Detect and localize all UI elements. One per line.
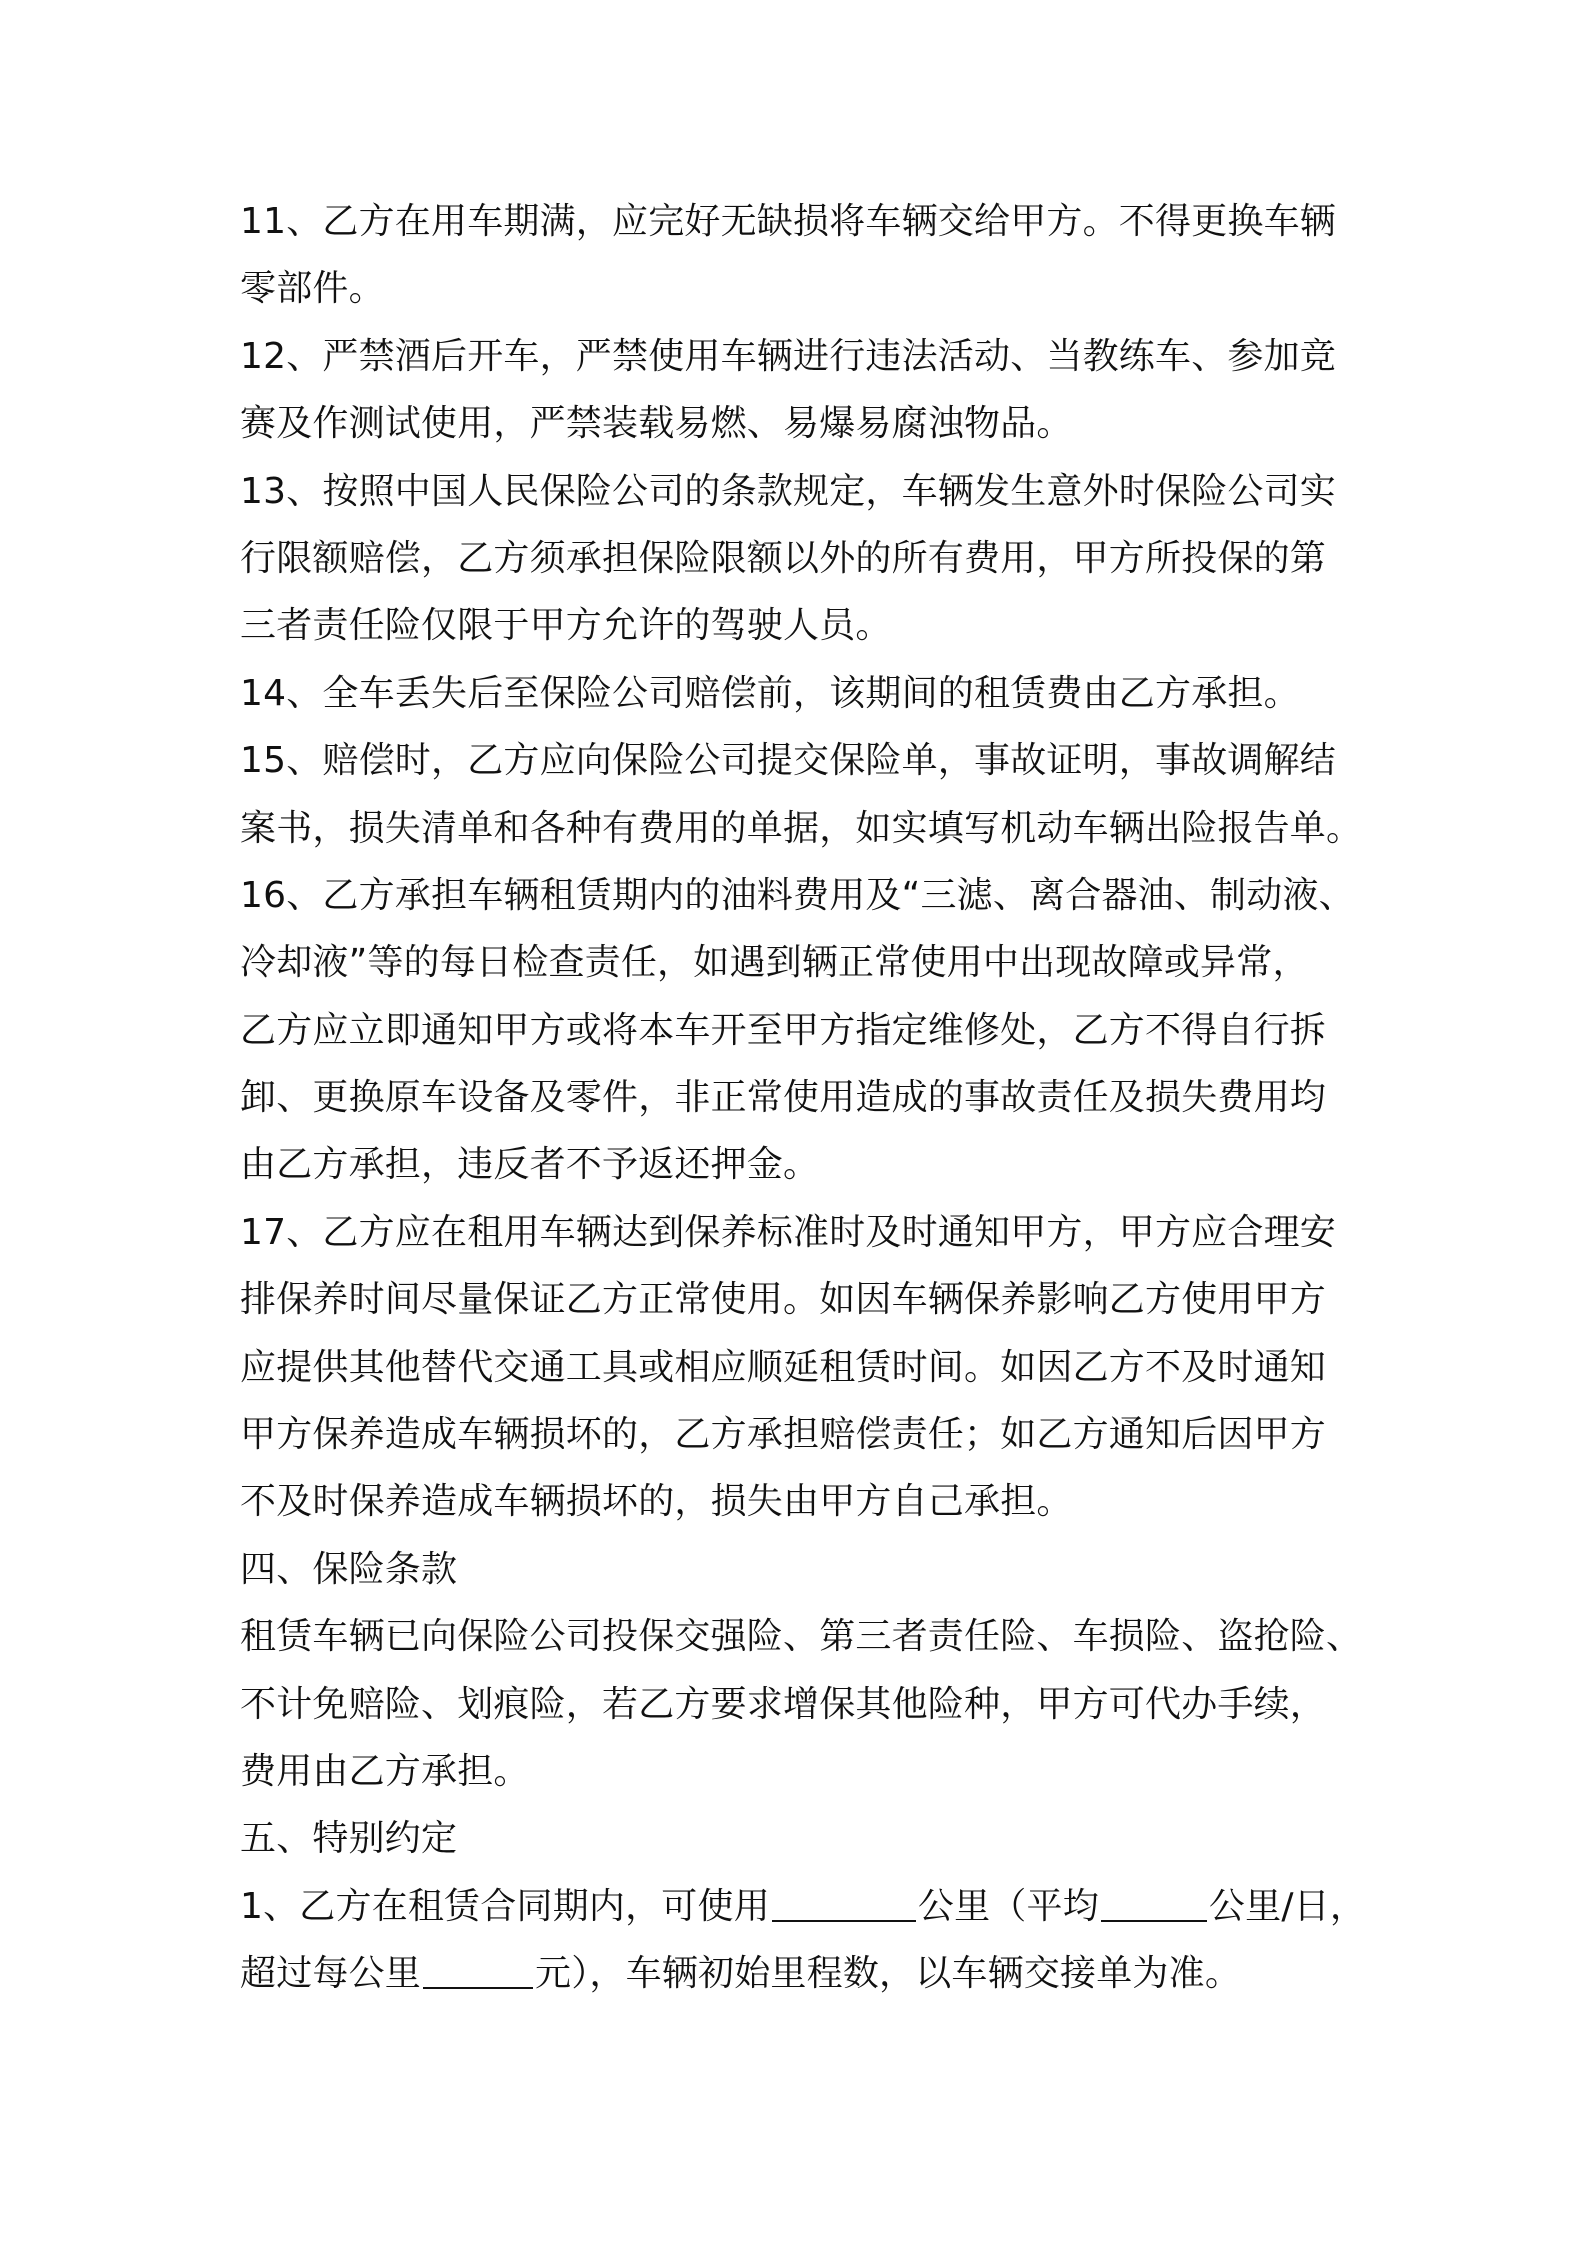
text-line: 12、严禁酒后开车，严禁使用车辆进行违法活动、当教练车、参加竞 xyxy=(240,335,1337,377)
text-line: 应提供其他替代交通工具或相应顺延租赁时间。如因乙方不及时通知 xyxy=(240,1346,1327,1388)
clause-1-text: 元），车辆初始里程数，以车辆交接单为准。 xyxy=(535,1953,1242,1995)
text-line: 14、全车丢失后至保险公司赔偿前，该期间的租赁费由乙方承担。 xyxy=(240,672,1300,714)
text-line: 费用由乙方承担。 xyxy=(240,1750,530,1792)
text-line: 16、乙方承担车辆租赁期内的油料费用及“三滤、离合器油、制动液、 xyxy=(240,874,1355,916)
section-heading-special-terms: 五、特别约定 xyxy=(240,1818,458,1860)
text-line: 13、按照中国人民保险公司的条款规定，车辆发生意外时保险公司实 xyxy=(240,470,1337,512)
text-line: 行限额赔偿，乙方须承担保险限额以外的所有费用，甲方所投保的第 xyxy=(240,537,1327,579)
overage-price-blank[interactable] xyxy=(423,1947,533,1989)
total-km-blank[interactable] xyxy=(772,1880,916,1922)
text-line: 不及时保养造成车辆损坏的，损失由甲方自己承担。 xyxy=(240,1481,1073,1523)
daily-km-blank[interactable] xyxy=(1101,1880,1207,1922)
section-heading-insurance: 四、保险条款 xyxy=(240,1548,458,1590)
clause-1-line-1 xyxy=(240,1873,1380,1940)
document-body xyxy=(240,188,1380,2008)
text-line: 乙方应立即通知甲方或将本车开至甲方指定维修处，乙方不得自行拆 xyxy=(240,1009,1327,1051)
text-line: 11、乙方在用车期满，应完好无缺损将车辆交给甲方。不得更换车辆 xyxy=(240,201,1337,242)
text-line: 租赁车辆已向保险公司投保交强险、第三者责任险、车损险、盗抢险、 xyxy=(240,1616,1363,1658)
text-line: 冷却液”等的每日检查责任，如遇到辆正常使用中出现故障或异常， xyxy=(240,942,1309,984)
clause-1-text: 超过每公里 xyxy=(240,1953,422,1995)
text-line: 三者责任险仅限于甲方允许的驾驶人员。 xyxy=(240,605,892,647)
text-line: 17、乙方应在租用车辆达到保养标准时及时通知甲方，甲方应合理安 xyxy=(240,1211,1337,1253)
text-line: 不计免赔险、划痕险，若乙方要求增保其他险种，甲方可代办手续， xyxy=(240,1683,1327,1725)
clause-1-text: 公里（平均 xyxy=(917,1885,1099,1927)
text-line: 由乙方承担，违反者不予返还押金。 xyxy=(240,1144,820,1186)
clause-1-text: 1、乙方在租赁合同期内，可使用 xyxy=(240,1885,770,1927)
text-line: 零部件。 xyxy=(240,268,385,310)
text-line: 卸、更换原车设备及零件，非正常使用造成的事故责任及损失费用均 xyxy=(240,1077,1327,1119)
text-line: 甲方保养造成车辆损坏的，乙方承担赔偿责任；如乙方通知后因甲方 xyxy=(240,1414,1327,1456)
text-line: 排保养时间尽量保证乙方正常使用。如因车辆保养影响乙方使用甲方 xyxy=(240,1279,1327,1321)
text-line: 案书，损失清单和各种有费用的单据，如实填写机动车辆出险报告单。 xyxy=(240,807,1363,849)
text-line: 15、赔偿时，乙方应向保险公司提交保险单，事故证明，事故调解结 xyxy=(240,740,1337,782)
text-line: 赛及作测试使用，严禁装载易燃、易爆易腐浊物品。 xyxy=(240,403,1073,445)
clause-1-line-2 xyxy=(240,1940,1380,2007)
clause-1-text: 公里/日， xyxy=(1208,1885,1367,1927)
